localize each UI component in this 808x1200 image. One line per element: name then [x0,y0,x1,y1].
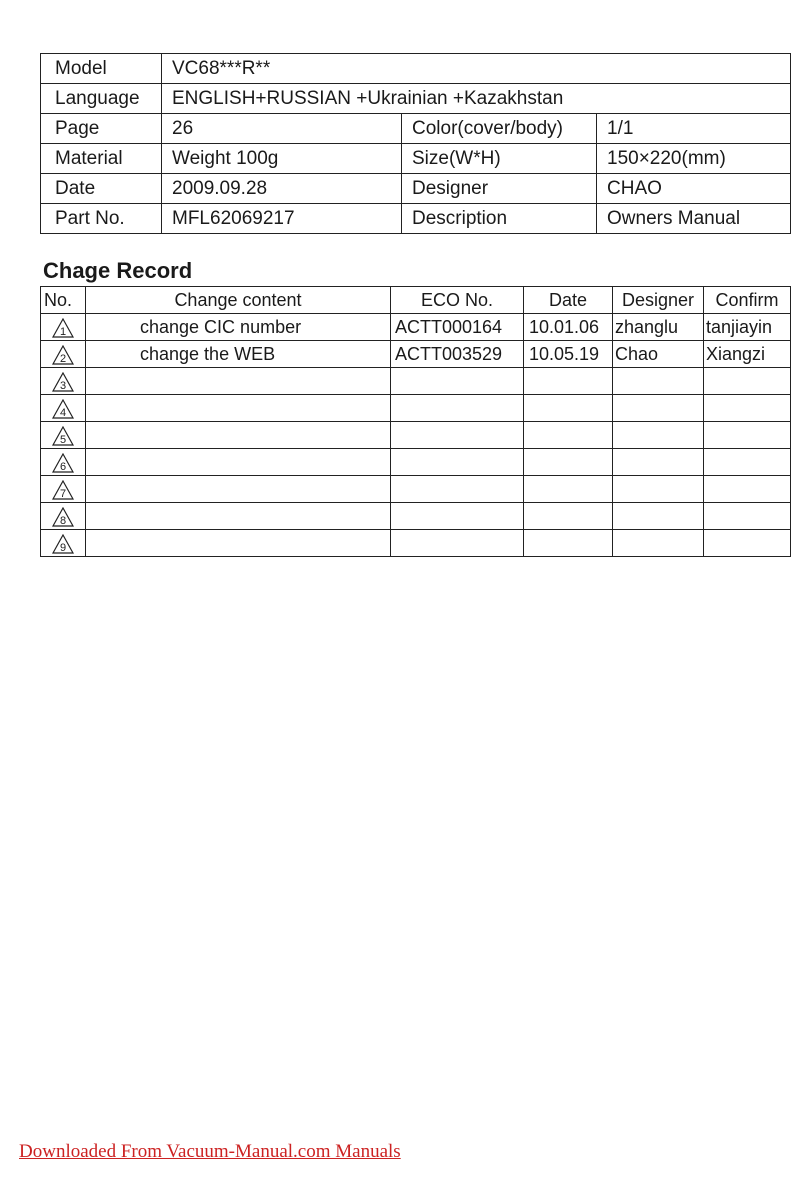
revision-number-text: 5 [59,433,67,446]
date-label: Date [41,174,162,204]
table-row [41,422,791,449]
revision-number-text: 8 [59,514,67,527]
cell-designer [613,422,704,449]
spec-row-material [41,144,791,174]
cell-eco: ACTT000164 [391,314,524,341]
header-no: No. [41,287,86,314]
change-record-table [40,286,791,557]
material-label: Material [41,144,162,174]
cell-designer [613,503,704,530]
download-link[interactable]: Downloaded From Vacuum-Manual.com Manuals [19,1141,401,1162]
cell-designer [613,530,704,557]
revision-number-text: 9 [59,541,67,554]
revision-number [41,449,86,476]
cell-content [86,368,391,395]
revision-number-text: 1 [59,325,67,338]
header-eco: ECO No. [391,287,524,314]
cell-eco [391,476,524,503]
model-value: VC68***R** [162,54,791,84]
size-value: 150×220(mm) [597,144,791,174]
cell-date [524,449,613,476]
description-label: Description [402,204,597,234]
revision-number [41,422,86,449]
table-row [41,314,791,341]
cell-designer [613,395,704,422]
cell-date [524,503,613,530]
page-value: 26 [162,114,402,144]
revision-number [41,341,86,368]
color-label: Color(cover/body) [402,114,597,144]
cell-confirm [704,395,791,422]
language-label: Language [41,84,162,114]
change-record-body [41,314,791,557]
table-row [41,503,791,530]
cell-confirm: tanjiayin [704,314,791,341]
table-row [41,395,791,422]
cell-eco: ACTT003529 [391,341,524,368]
header-content: Change content [86,287,391,314]
cell-eco [391,422,524,449]
cell-eco [391,395,524,422]
table-row [41,530,791,557]
cell-designer [613,476,704,503]
part-value: MFL62069217 [162,204,402,234]
cell-eco [391,503,524,530]
revision-number [41,530,86,557]
cell-date: 10.01.06 [524,314,613,341]
part-label: Part No. [41,204,162,234]
header-designer: Designer [613,287,704,314]
revision-number [41,476,86,503]
table-row [41,476,791,503]
table-row [41,368,791,395]
cell-content [86,503,391,530]
description-value: Owners Manual [597,204,791,234]
change-record-title: Chage Record [43,258,193,283]
spec-row-date [41,174,791,204]
spec-row-page [41,114,791,144]
revision-number-text: 7 [59,487,67,500]
cell-content: change CIC number [86,314,391,341]
revision-number-text: 2 [59,352,67,365]
cell-content [86,422,391,449]
spec-row-model [41,54,791,84]
revision-triangle-icon [52,372,74,392]
cell-eco [391,368,524,395]
header-confirm: Confirm [704,287,791,314]
cell-date [524,368,613,395]
revision-number [41,503,86,530]
spec-row-part [41,204,791,234]
revision-number [41,395,86,422]
revision-number-text: 4 [59,406,67,419]
cell-date [524,530,613,557]
revision-triangle-icon [52,345,74,365]
cell-designer [613,449,704,476]
cell-content [86,449,391,476]
cell-content [86,476,391,503]
cell-confirm [704,368,791,395]
header-date: Date [524,287,613,314]
cell-date [524,395,613,422]
cell-content [86,530,391,557]
revision-triangle-icon [52,399,74,419]
cell-content: change the WEB [86,341,391,368]
cell-confirm [704,449,791,476]
cell-eco [391,530,524,557]
revision-triangle-icon [52,318,74,338]
model-label: Model [41,54,162,84]
table-row [41,341,791,368]
cell-designer [613,368,704,395]
cell-confirm: Xiangzi [704,341,791,368]
designer-value: CHAO [597,174,791,204]
spec-row-language [41,84,791,114]
revision-number [41,314,86,341]
cell-date [524,476,613,503]
cell-date: 10.05.19 [524,341,613,368]
cell-content [86,395,391,422]
cell-confirm [704,503,791,530]
cell-confirm [704,476,791,503]
change-record-header [41,287,791,314]
weight-value: Weight 100g [162,144,402,174]
cell-confirm [704,530,791,557]
revision-number-text: 6 [59,460,67,473]
table-row [41,449,791,476]
cell-designer: zhanglu [613,314,704,341]
revision-number [41,368,86,395]
revision-triangle-icon [52,534,74,554]
revision-triangle-icon [52,480,74,500]
revision-triangle-icon [52,453,74,473]
cell-date [524,422,613,449]
revision-number-text: 3 [59,379,67,392]
language-value: ENGLISH+RUSSIAN +Ukrainian +Kazakhstan [162,84,791,114]
revision-triangle-icon [52,507,74,527]
cell-confirm [704,422,791,449]
color-value: 1/1 [597,114,791,144]
date-value: 2009.09.28 [162,174,402,204]
spec-table [40,53,791,234]
page-label: Page [41,114,162,144]
revision-triangle-icon [52,426,74,446]
cell-designer: Chao [613,341,704,368]
size-label: Size(W*H) [402,144,597,174]
cell-eco [391,449,524,476]
designer-label: Designer [402,174,597,204]
